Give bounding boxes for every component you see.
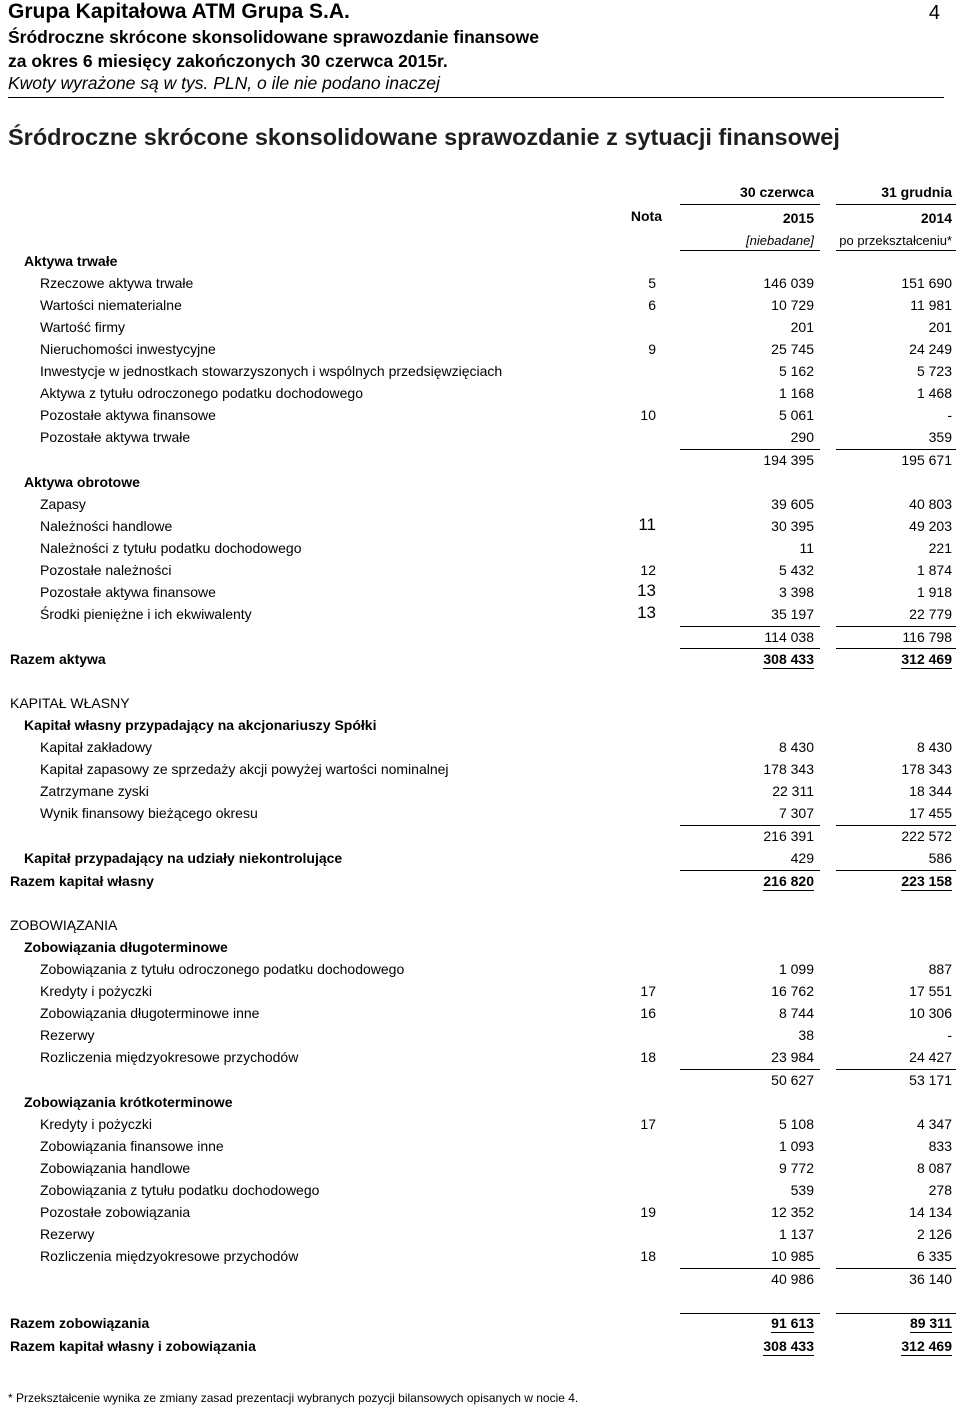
row-label: Aktywa z tytułu odroczonego podatku dochodowego bbox=[40, 385, 363, 401]
row-label: Razem kapitał własny i zobowiązania bbox=[10, 1338, 256, 1354]
row-value-2014: 49 203 bbox=[909, 518, 952, 534]
table-row bbox=[0, 1248, 960, 1268]
table-row bbox=[0, 761, 960, 781]
subtotal-rule bbox=[680, 1069, 820, 1070]
row-label: Zobowiązania z tytułu podatku dochodowego bbox=[40, 1182, 320, 1198]
row-value-2014: 24 249 bbox=[909, 341, 952, 357]
total-row bbox=[0, 873, 960, 893]
row-value-2014: 178 343 bbox=[901, 761, 952, 777]
table-row bbox=[0, 385, 960, 405]
row-note: 9 bbox=[648, 341, 656, 357]
row-label: Kapitał własny przypadający na akcjonariuszy Spółki bbox=[24, 717, 377, 733]
row-value-2015: 146 039 bbox=[763, 275, 814, 291]
subtotal-row bbox=[0, 828, 960, 848]
row-value-2015: 201 bbox=[790, 319, 814, 335]
row-value-2015: 1 099 bbox=[778, 961, 814, 977]
table-row bbox=[0, 1005, 960, 1025]
section-heading bbox=[0, 1094, 960, 1114]
row-label: Razem kapitał własny bbox=[10, 873, 154, 889]
row-value-2014: 312 469 bbox=[901, 1338, 952, 1354]
col2-year: 2014 bbox=[920, 210, 952, 226]
table-row bbox=[0, 739, 960, 759]
row-note: 6 bbox=[648, 297, 656, 313]
section-heading bbox=[0, 717, 960, 737]
row-label: Rozliczenia międzyokresowe przychodów bbox=[40, 1248, 299, 1264]
row-value-2014: 5 723 bbox=[916, 363, 952, 379]
table-row bbox=[0, 297, 960, 317]
row-note: 10 bbox=[640, 407, 656, 423]
table-row bbox=[0, 1182, 960, 1202]
subtotal-rule bbox=[680, 870, 820, 871]
row-label: Kapitał zapasowy ze sprzedaży akcji powyżej wartości nominalnej bbox=[40, 761, 449, 777]
row-value-2015: 3 398 bbox=[778, 584, 814, 600]
row-label: ZOBOWIĄZANIA bbox=[10, 917, 118, 933]
col1-status-rule bbox=[680, 250, 820, 251]
table-row bbox=[0, 496, 960, 516]
row-value-2015: 194 395 bbox=[763, 452, 814, 468]
row-note: 18 bbox=[640, 1248, 656, 1264]
row-label: Zobowiązania z tytułu odroczonego podatku dochodowego bbox=[40, 961, 405, 977]
col1-header-rule bbox=[680, 204, 820, 205]
row-value-2015: 50 627 bbox=[771, 1072, 814, 1088]
table-row bbox=[0, 983, 960, 1003]
row-value-2014: 151 690 bbox=[901, 275, 952, 291]
row-value-2015: 178 343 bbox=[763, 761, 814, 777]
row-label: Inwestycje w jednostkach stowarzyszonych i wspólnych przedsięwzięciach bbox=[40, 363, 503, 379]
table-row bbox=[0, 429, 960, 449]
row-label: Pozostałe zobowiązania bbox=[40, 1204, 191, 1220]
row-label: Rozliczenia międzyokresowe przychodów bbox=[40, 1049, 299, 1065]
row-value-2015: 429 bbox=[790, 850, 814, 866]
row-value-2014: 222 572 bbox=[901, 828, 952, 844]
table-row bbox=[0, 850, 960, 870]
row-note: 13 bbox=[637, 603, 656, 622]
row-value-2014: 6 335 bbox=[916, 1248, 952, 1264]
row-value-2014: 10 306 bbox=[909, 1005, 952, 1021]
report-period: za okres 6 miesięcy zakończonych 30 czerwca 2015r. bbox=[8, 51, 448, 71]
col2-date: 31 grudnia bbox=[881, 184, 952, 200]
section-heading bbox=[0, 917, 960, 937]
row-value-2015: 1 137 bbox=[778, 1226, 814, 1242]
row-label: Rezerwy bbox=[40, 1226, 95, 1242]
row-value-2015: 8 430 bbox=[778, 739, 814, 755]
row-value-2015: 22 311 bbox=[772, 783, 814, 799]
row-value-2015: 91 613 bbox=[771, 1315, 814, 1331]
row-value-2015: 11 bbox=[799, 540, 814, 556]
row-value-2015: 30 395 bbox=[771, 518, 814, 534]
page-number: 4 bbox=[928, 2, 940, 24]
row-note: 17 bbox=[640, 1116, 656, 1132]
subtotal-rule bbox=[680, 825, 820, 826]
row-value-2015: 40 986 bbox=[771, 1271, 814, 1287]
table-row bbox=[0, 581, 960, 604]
row-value-2015: 5 108 bbox=[778, 1116, 814, 1132]
row-value-2014: 1 918 bbox=[916, 584, 952, 600]
row-label: Nieruchomości inwestycyjne bbox=[40, 341, 216, 357]
row-label: Zobowiązania handlowe bbox=[40, 1160, 191, 1176]
row-label: Należności z tytułu podatku dochodowego bbox=[40, 540, 302, 556]
subtotal-row bbox=[0, 1072, 960, 1092]
subtotal-rule bbox=[836, 626, 956, 627]
units-note: Kwoty wyrażone są w tys. PLN, o ile nie podano inaczej bbox=[8, 73, 440, 93]
row-value-2015: 216 820 bbox=[763, 873, 814, 889]
row-value-2015: 16 762 bbox=[771, 983, 814, 999]
row-value-2015: 539 bbox=[790, 1182, 814, 1198]
row-value-2015: 5 162 bbox=[778, 363, 814, 379]
row-note: 12 bbox=[640, 562, 656, 578]
row-label: Wynik finansowy bieżącego okresu bbox=[40, 805, 258, 821]
header-divider bbox=[8, 97, 944, 98]
row-value-2015: 7 307 bbox=[778, 805, 814, 821]
row-value-2014: 116 798 bbox=[902, 629, 952, 645]
row-value-2015: 290 bbox=[790, 429, 814, 445]
row-label: Kredyty i pożyczki bbox=[40, 1116, 153, 1132]
row-note: 5 bbox=[648, 275, 656, 291]
table-row bbox=[0, 319, 960, 339]
row-note: 11 bbox=[638, 515, 656, 534]
col2-header-rule bbox=[836, 204, 956, 205]
col2-status: po przekształceniu* bbox=[839, 233, 952, 248]
row-value-2015: 308 433 bbox=[763, 1338, 814, 1354]
row-label: Rezerwy bbox=[40, 1027, 95, 1043]
subtotal-rule bbox=[836, 1313, 956, 1314]
row-value-2014: 8 087 bbox=[916, 1160, 952, 1176]
row-value-2015: 35 197 bbox=[771, 606, 814, 622]
table-row bbox=[0, 515, 960, 538]
row-value-2015: 216 391 bbox=[763, 828, 814, 844]
row-label: Pozostałe aktywa finansowe bbox=[40, 584, 216, 600]
row-value-2014: 833 bbox=[928, 1138, 952, 1154]
row-label: Aktywa obrotowe bbox=[24, 474, 140, 490]
total-row bbox=[0, 651, 960, 671]
row-value-2015: 25 745 bbox=[771, 341, 814, 357]
row-value-2014: 359 bbox=[928, 429, 952, 445]
row-value-2014: - bbox=[947, 1027, 952, 1043]
row-value-2014: 1 468 bbox=[916, 385, 952, 401]
subtotal-row bbox=[0, 1271, 960, 1291]
table-row bbox=[0, 341, 960, 361]
row-note: 17 bbox=[640, 983, 656, 999]
page-title: Śródroczne skrócone skonsolidowane sprawozdanie z sytuacji finansowej bbox=[8, 124, 840, 150]
subtotal-rule bbox=[680, 626, 820, 627]
row-label: Kredyty i pożyczki bbox=[40, 983, 153, 999]
subtotal-rule bbox=[836, 449, 956, 450]
row-value-2014: 17 551 bbox=[909, 983, 952, 999]
total-row bbox=[0, 1338, 960, 1358]
row-value-2014: 24 427 bbox=[909, 1049, 952, 1065]
row-label: Razem zobowiązania bbox=[10, 1315, 150, 1331]
subtotal-rule bbox=[680, 449, 820, 450]
row-note: 13 bbox=[637, 581, 656, 600]
table-row bbox=[0, 1138, 960, 1158]
row-value-2014: 887 bbox=[928, 961, 952, 977]
table-row bbox=[0, 961, 960, 981]
row-value-2014: 586 bbox=[928, 850, 952, 866]
row-value-2014: 8 430 bbox=[916, 739, 952, 755]
section-heading bbox=[0, 695, 960, 715]
row-label: Wartość firmy bbox=[40, 319, 126, 335]
row-value-2014: 195 671 bbox=[901, 452, 952, 468]
row-value-2015: 39 605 bbox=[771, 496, 814, 512]
row-value-2014: 2 126 bbox=[916, 1226, 952, 1242]
row-value-2015: 5 061 bbox=[778, 407, 814, 423]
table-row bbox=[0, 407, 960, 427]
row-value-2014: 40 803 bbox=[909, 496, 952, 512]
row-label: Kapitał zakładowy bbox=[40, 739, 153, 755]
table-row bbox=[0, 1116, 960, 1136]
subtotal-rule bbox=[836, 870, 956, 871]
table-row bbox=[0, 540, 960, 560]
row-value-2014: - bbox=[947, 407, 952, 423]
row-value-2014: 201 bbox=[928, 319, 952, 335]
row-label: Środki pieniężne i ich ekwiwalenty bbox=[40, 606, 252, 622]
col2-status-rule bbox=[836, 250, 956, 251]
col1-year: 2015 bbox=[782, 210, 814, 226]
row-value-2015: 10 985 bbox=[771, 1248, 814, 1264]
table-row bbox=[0, 783, 960, 803]
row-value-2014: 53 171 bbox=[909, 1072, 952, 1088]
table-row bbox=[0, 253, 960, 273]
row-label: Aktywa trwałe bbox=[24, 253, 118, 269]
subtotal-row bbox=[0, 629, 960, 649]
row-value-2014: 89 311 bbox=[909, 1315, 952, 1331]
row-value-2014: 11 981 bbox=[910, 297, 952, 313]
row-label: Zatrzymane zyski bbox=[40, 783, 149, 799]
row-label: Zobowiązania długoterminowe bbox=[24, 939, 228, 955]
row-label: Zobowiązania finansowe inne bbox=[40, 1138, 224, 1154]
row-label: Pozostałe należności bbox=[40, 562, 172, 578]
note-header: Nota bbox=[630, 208, 662, 224]
row-value-2014: 4 347 bbox=[916, 1116, 952, 1132]
table-row bbox=[0, 1160, 960, 1180]
row-value-2015: 1 093 bbox=[778, 1138, 814, 1154]
total-row bbox=[0, 1315, 960, 1335]
subtotal-rule bbox=[836, 648, 956, 649]
table-row bbox=[0, 603, 960, 626]
subtotal-rule bbox=[680, 1268, 820, 1269]
subtotal-row bbox=[0, 452, 960, 472]
row-label: Kapitał przypadający na udziały niekontrolujące bbox=[24, 850, 343, 866]
row-label: KAPITAŁ WŁASNY bbox=[10, 695, 130, 711]
table-row bbox=[0, 1226, 960, 1246]
table-row bbox=[0, 363, 960, 383]
row-value-2014: 278 bbox=[928, 1182, 952, 1198]
row-value-2015: 114 038 bbox=[764, 629, 814, 645]
row-value-2014: 18 344 bbox=[909, 783, 952, 799]
table-row bbox=[0, 805, 960, 825]
table-row bbox=[0, 1027, 960, 1047]
row-value-2015: 23 984 bbox=[771, 1049, 814, 1065]
section-heading bbox=[0, 474, 960, 494]
row-value-2015: 12 352 bbox=[771, 1204, 814, 1220]
row-label: Zobowiązania długoterminowe inne bbox=[40, 1005, 260, 1021]
section-heading bbox=[0, 939, 960, 959]
table-row bbox=[0, 1204, 960, 1224]
row-label: Rzeczowe aktywa trwałe bbox=[40, 275, 194, 291]
row-label: Razem aktywa bbox=[10, 651, 106, 667]
row-value-2014: 14 134 bbox=[909, 1204, 952, 1220]
col1-date: 30 czerwca bbox=[740, 184, 814, 200]
subtotal-rule bbox=[680, 1313, 820, 1314]
subtotal-rule bbox=[836, 1268, 956, 1269]
row-label: Zobowiązania krótkoterminowe bbox=[24, 1094, 233, 1110]
table-row bbox=[0, 562, 960, 582]
table-row bbox=[0, 1049, 960, 1069]
row-note: 19 bbox=[640, 1204, 656, 1220]
row-note: 18 bbox=[640, 1049, 656, 1065]
row-label: Zapasy bbox=[40, 496, 86, 512]
table-row bbox=[0, 275, 960, 295]
company-name: Grupa Kapitałowa ATM Grupa S.A. bbox=[8, 0, 350, 23]
col1-status: [niebadane] bbox=[746, 233, 814, 248]
report-name: Śródroczne skrócone skonsolidowane sprawozdanie finansowe bbox=[8, 27, 539, 47]
row-value-2014: 22 779 bbox=[909, 606, 952, 622]
row-label: Pozostałe aktywa trwałe bbox=[40, 429, 191, 445]
row-label: Wartości niematerialne bbox=[40, 297, 182, 313]
row-label: Należności handlowe bbox=[40, 518, 173, 534]
row-value-2015: 308 433 bbox=[763, 651, 814, 667]
row-value-2014: 223 158 bbox=[901, 873, 952, 889]
row-value-2015: 8 744 bbox=[778, 1005, 814, 1021]
row-note: 16 bbox=[640, 1005, 656, 1021]
row-label: Pozostałe aktywa finansowe bbox=[40, 407, 216, 423]
row-value-2014: 312 469 bbox=[901, 651, 952, 667]
footnote: * Przekształcenie wynika ze zmiany zasad prezentacji wybranych pozycji bilansowych opisanych w nocie 4. bbox=[8, 1391, 579, 1405]
row-value-2015: 1 168 bbox=[778, 385, 814, 401]
row-value-2014: 17 455 bbox=[909, 805, 952, 821]
row-value-2014: 221 bbox=[928, 540, 952, 556]
subtotal-rule bbox=[836, 825, 956, 826]
subtotal-rule bbox=[836, 1069, 956, 1070]
row-value-2015: 10 729 bbox=[771, 297, 814, 313]
row-value-2015: 38 bbox=[798, 1027, 814, 1043]
row-value-2014: 1 874 bbox=[916, 562, 952, 578]
row-value-2014: 36 140 bbox=[909, 1271, 952, 1287]
row-value-2015: 9 772 bbox=[778, 1160, 814, 1176]
row-value-2015: 5 432 bbox=[778, 562, 814, 578]
subtotal-rule bbox=[680, 648, 820, 649]
